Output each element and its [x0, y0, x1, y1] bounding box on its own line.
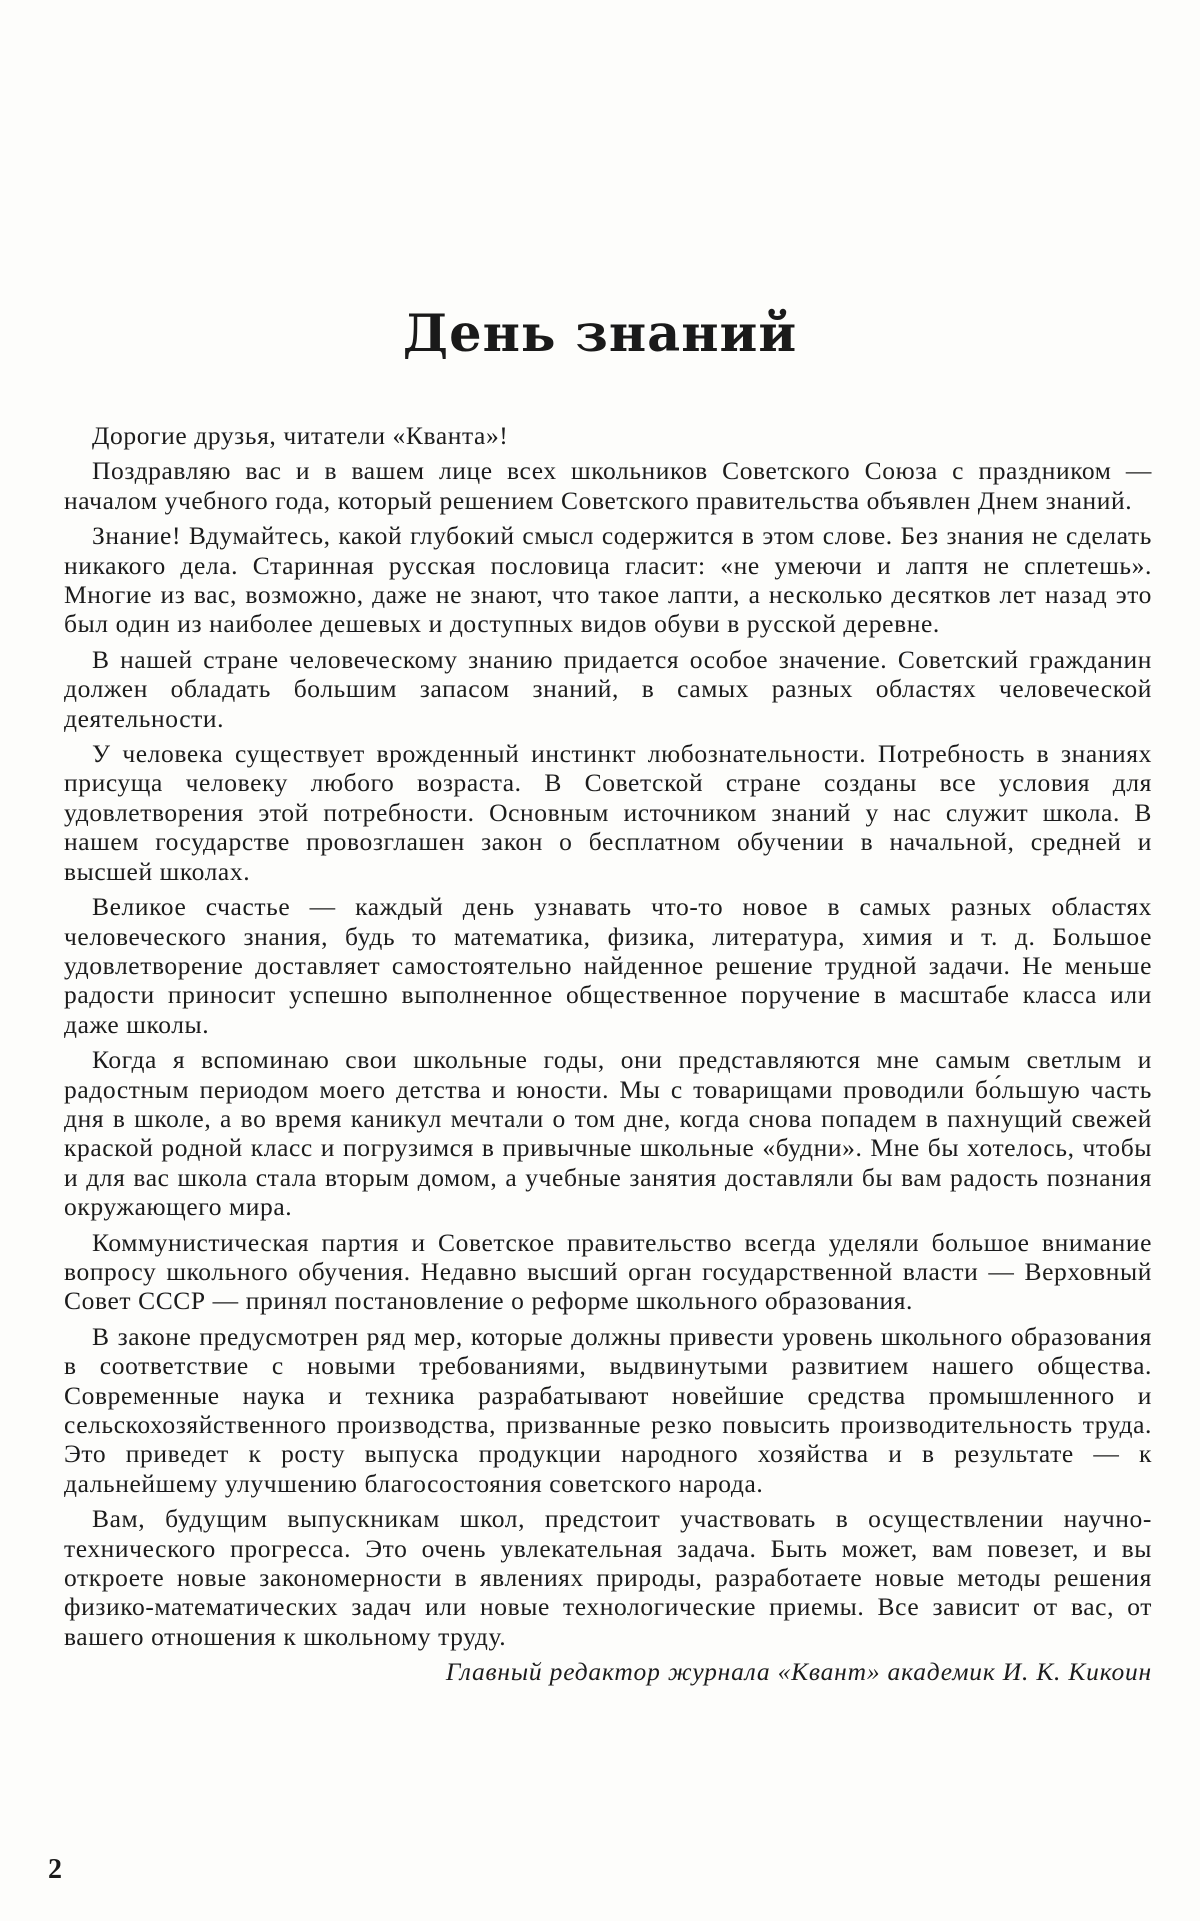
paragraph: В нашей стране человеческому знанию придается особое значение. Советский гражданин должен обладать большим запасом знаний, в самых разных областях человеческой деятельности. — [64, 644, 1152, 733]
paragraph: Вам, будущим выпускникам школ, предстоит участвовать в осуществлении научно-технического прогресса. Это очень увлекательная задача. Быть может, вам повезет, и вы откроете новые закономерности в явлениях природы, разработаете новые методы решения физико-математических задач или новые технологические приемы. Все зависит от вас, от вашего отношения к школьному труду. — [64, 1504, 1152, 1651]
paragraph: Коммунистическая партия и Советское правительство всегда уделяли большое внимание вопросу школьного обучения. Недавно высший орган государственной власти — Верховный Совет СССР — принял постановление о реформе школьного образования. — [64, 1227, 1152, 1316]
paragraph: Поздравляю вас и в вашем лице всех школьников Советского Союза с праздником — началом учебного года, который решением Советского правительства объявлен Днем знаний. — [64, 456, 1152, 515]
author-signature: Главный редактор журнала «Квант» академик И. К. Кикоин — [445, 1657, 1152, 1687]
paragraph: Знание! Вдумайтесь, какой глубокий смысл содержится в этом слове. Без знания не сделать никакого дела. Старинная русская пословица гласит: «не умеючи и лаптя не сплетешь». Многие из вас, возможно, даже не знают, что такое лапти, а несколько десятков лет назад это был один из наиболее дешевых и доступных видов обуви в русской деревне. — [64, 521, 1152, 639]
paragraph: У человека существует врожденный инстинкт любознательности. Потребность в знаниях присуща человеку любого возраста. В Советской стране созданы все условия для удовлетворения этой потребности. Основным источником знаний у нас служит школа. В нашем государстве провозглашен закон о бесплатном обучении в начальной, средней и высшей школах. — [64, 739, 1152, 886]
paragraph: Дорогие друзья, читатели «Кванта»! — [92, 421, 509, 450]
page-number: 2 — [48, 1854, 62, 1885]
article-title: День знаний — [402, 304, 798, 364]
paragraph: В законе предусмотрен ряд мер, которые должны привести уровень школьного образования в соответствие с новыми требованиями, выдвинутыми развитием нашего общества. Современные наука и техника разрабатывают новейшие средства промышленного и сельскохозяйственного производства, призванные резко повысить производительность труда. Это приведет к росту выпуска продукции народного хозяйства и в результате — к дальнейшему улучшению благосостояния советского народа. — [64, 1321, 1152, 1498]
paragraph: Великое счастье — каждый день узнавать что-то новое в самых разных областях человеческого знания, будь то математика, физика, литература, химия и т. д. Большое удовлетворение доставляет самостоятельно найденное решение трудной задачи. Не меньше радости приносит успешно выполненное общественное поручение в масштабе класса или даже школы. — [64, 892, 1152, 1039]
article-body — [64, 421, 1152, 1687]
paragraph: Когда я вспоминаю свои школьные годы, они представляются мне самым светлым и радостным периодом моего детства и юности. Мы с товарищами проводили бо́льшую часть дня в школе, а во время каникул мечтали о том дне, когда снова попадем в пахнущий свежей краской родной класс и погрузимся в привычные школьные «будни». Мне бы хотелось, чтобы и для вас школа стала вторым домом, а учебные занятия доставляли бы вам радость познания окружающего мира. — [64, 1045, 1152, 1222]
